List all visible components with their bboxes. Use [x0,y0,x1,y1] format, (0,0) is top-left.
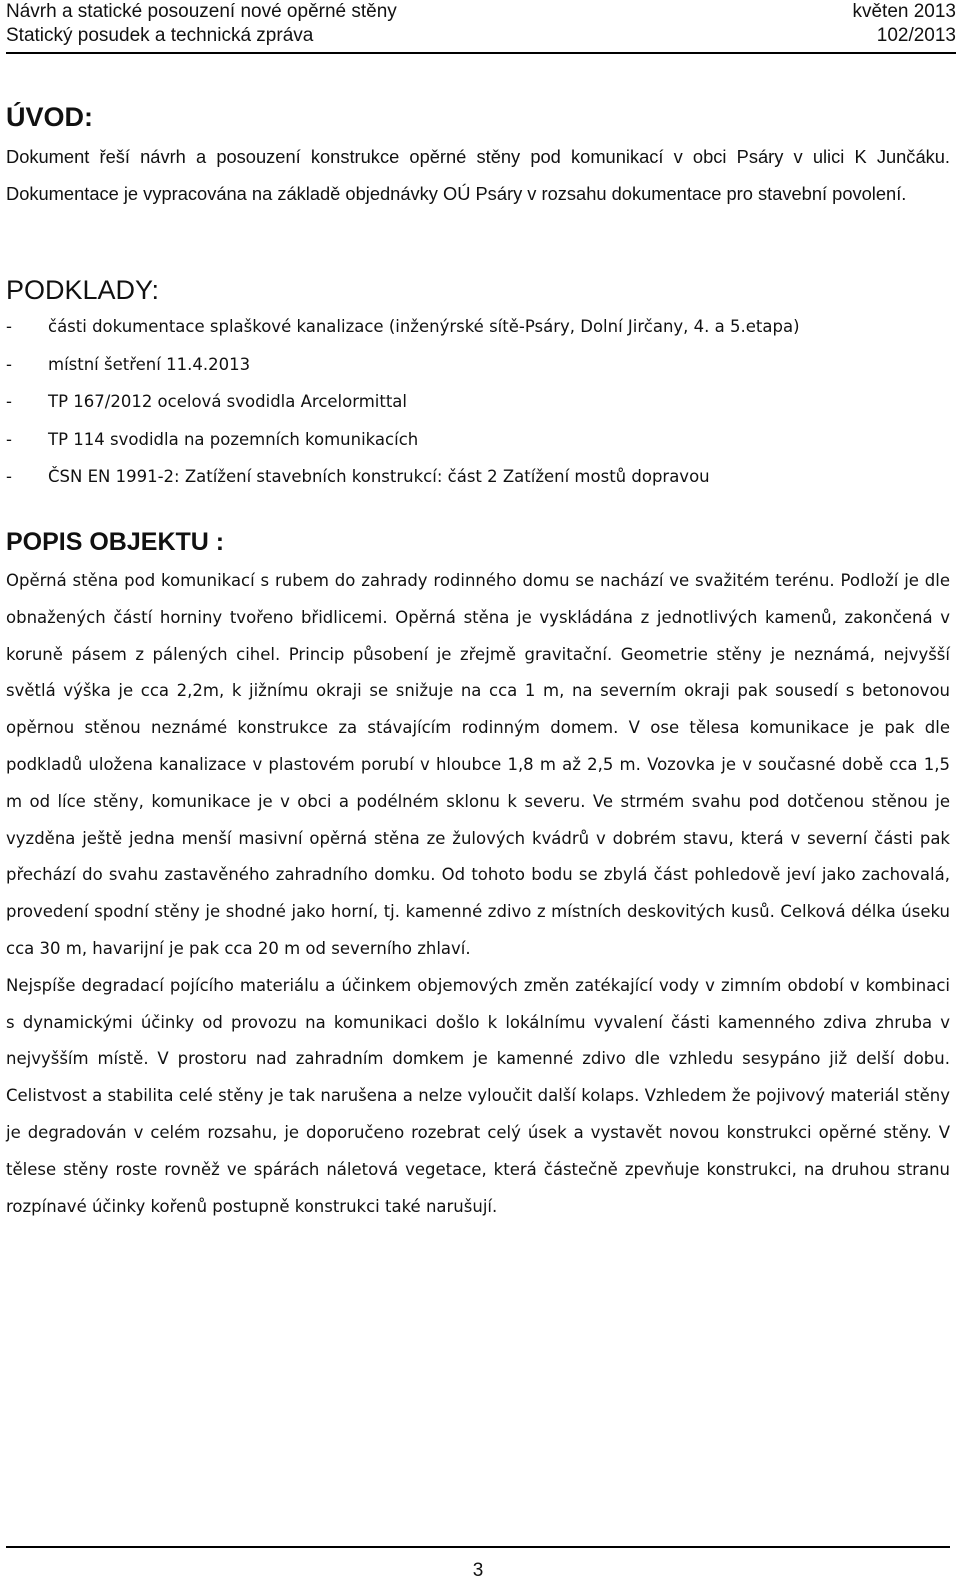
document-subtitle: Statický posudek a technická zpráva [6,25,314,46]
podklady-item [6,421,950,459]
list-dash: - [6,429,12,449]
podklady-item-text: TP 114 svodidla na pozemních komunikacích [48,429,419,449]
podklady-item [6,458,950,496]
header-row-2 [6,24,956,48]
list-dash: - [6,467,12,486]
podklady-item [6,383,950,421]
document-number: 102/2013 [876,25,956,46]
podklady-item-text: TP 167/2012 ocelová svodidla Arcelormittal [48,392,408,411]
document-date: květen 2013 [852,1,956,22]
document-title: Návrh a statické posouzení nové opěrné stěny [6,1,397,22]
intro-heading: ÚVOD: [6,102,93,132]
podklady-item-text: místní šetření 11.4.2013 [48,354,251,374]
popis-heading: POPIS OBJEKTU : [6,528,225,556]
popis-paragraph: Opěrná stěna pod komunikací s rubem do zahrady rodinného domu se nachází ve svažitém terénu. Podloží je dle obnažených částí horniny tvořeno břidlicemi. Opěrná stěna je vyskládána z jednotlivých kamenů, zakončená v koruně pásem z pálených cihel. Princip působení je zřejmě gravitační. Geometrie stěny je neznámá, nejvyšší světlá výška je cca 2,2m, k jižnímu okraji se snižuje na cca 1 m, na severním okraji pak sousedí s betonovou opěrnou stěnou neznámé konstrukce za stávajícím rodinným domem. V ose tělesa komunikace je pak dle podkladů uložena kanalizace v plastovém porubí v hloubce 1,8 m až 2,5 m. Vozovka je v současné době cca 1,5 m od líce stěny, komunikace je v obci a podélném sklonu k severu. Ve strmém svahu pod dotčenou stěnou je vyzděna ještě jedna menší masivní opěrná stěna ze žulových kvádrů v dobrém stavu, která v severní části pak přechází do svahu zastavěného zahradního domku. Od tohoto bodu se zbylá část pohledově jeví jako zachovalá, provedení spodní stěny je shodné jako horní, tj. kamenné zdivo z místních deskovitých kusů. Celková délka úseku cca 30 m, havarijní je pak cca 20 m od severního zhlaví. Nejspíše degradací pojícího materiálu a účinkem objemových změn zatékající vody v zimním období v kombinaci s dynamickými účinky od provozu na komunikaci došlo k lokálnímu vyvalení části kamenného zdiva zhruba v nejvyšším místě. V prostoru nad zahradním domkem je kamenné zdivo dle vzhledu sesypáno již delší dobu. Celistvost a stabilita celé stěny je tak narušena a nelze vyloučit další kolaps. Vzhledem že pojivový materiál stěny je degradován v celém rozsahu, je doporučeno rozebrat celý úsek a vystavět novou konstrukci opěrné stěny. V tělese stěny roste rovněž ve spárách náletová vegetace, která částečně zpevňuje konstrukci, na druhou stranu rozpínavé účinky kořenů postupně konstrukci také narušují. [6,571,950,1216]
podklady-item-text: části dokumentace splaškové kanalizace (inženýrské sítě-Psáry, Dolní Jirčany, 4. a 5.etapa) [48,317,800,336]
page-header [6,0,956,54]
podklady-heading: PODKLADY: [6,275,160,305]
podklady-item [6,346,950,384]
header-row-1 [6,0,956,24]
intro-paragraph: Dokument řeší návrh a posouzení konstrukce opěrné stěny pod komunikací v obci Psáry v ulici K Junčáku. Dokumentace je vypracována na základě objednávky OÚ Psáry v rozsahu dokumentace pro stavební povolení. [6,146,950,204]
podklady-list [6,308,950,496]
list-dash: - [6,354,12,374]
list-dash: - [6,392,12,411]
podklady-item [6,308,950,346]
page-number: 3 [6,1546,950,1582]
list-dash: - [6,317,12,336]
podklady-item-text: ČSN EN 1991-2: Zatížení stavebních konstrukcí: část 2 Zatížení mostů dopravou [48,467,710,486]
